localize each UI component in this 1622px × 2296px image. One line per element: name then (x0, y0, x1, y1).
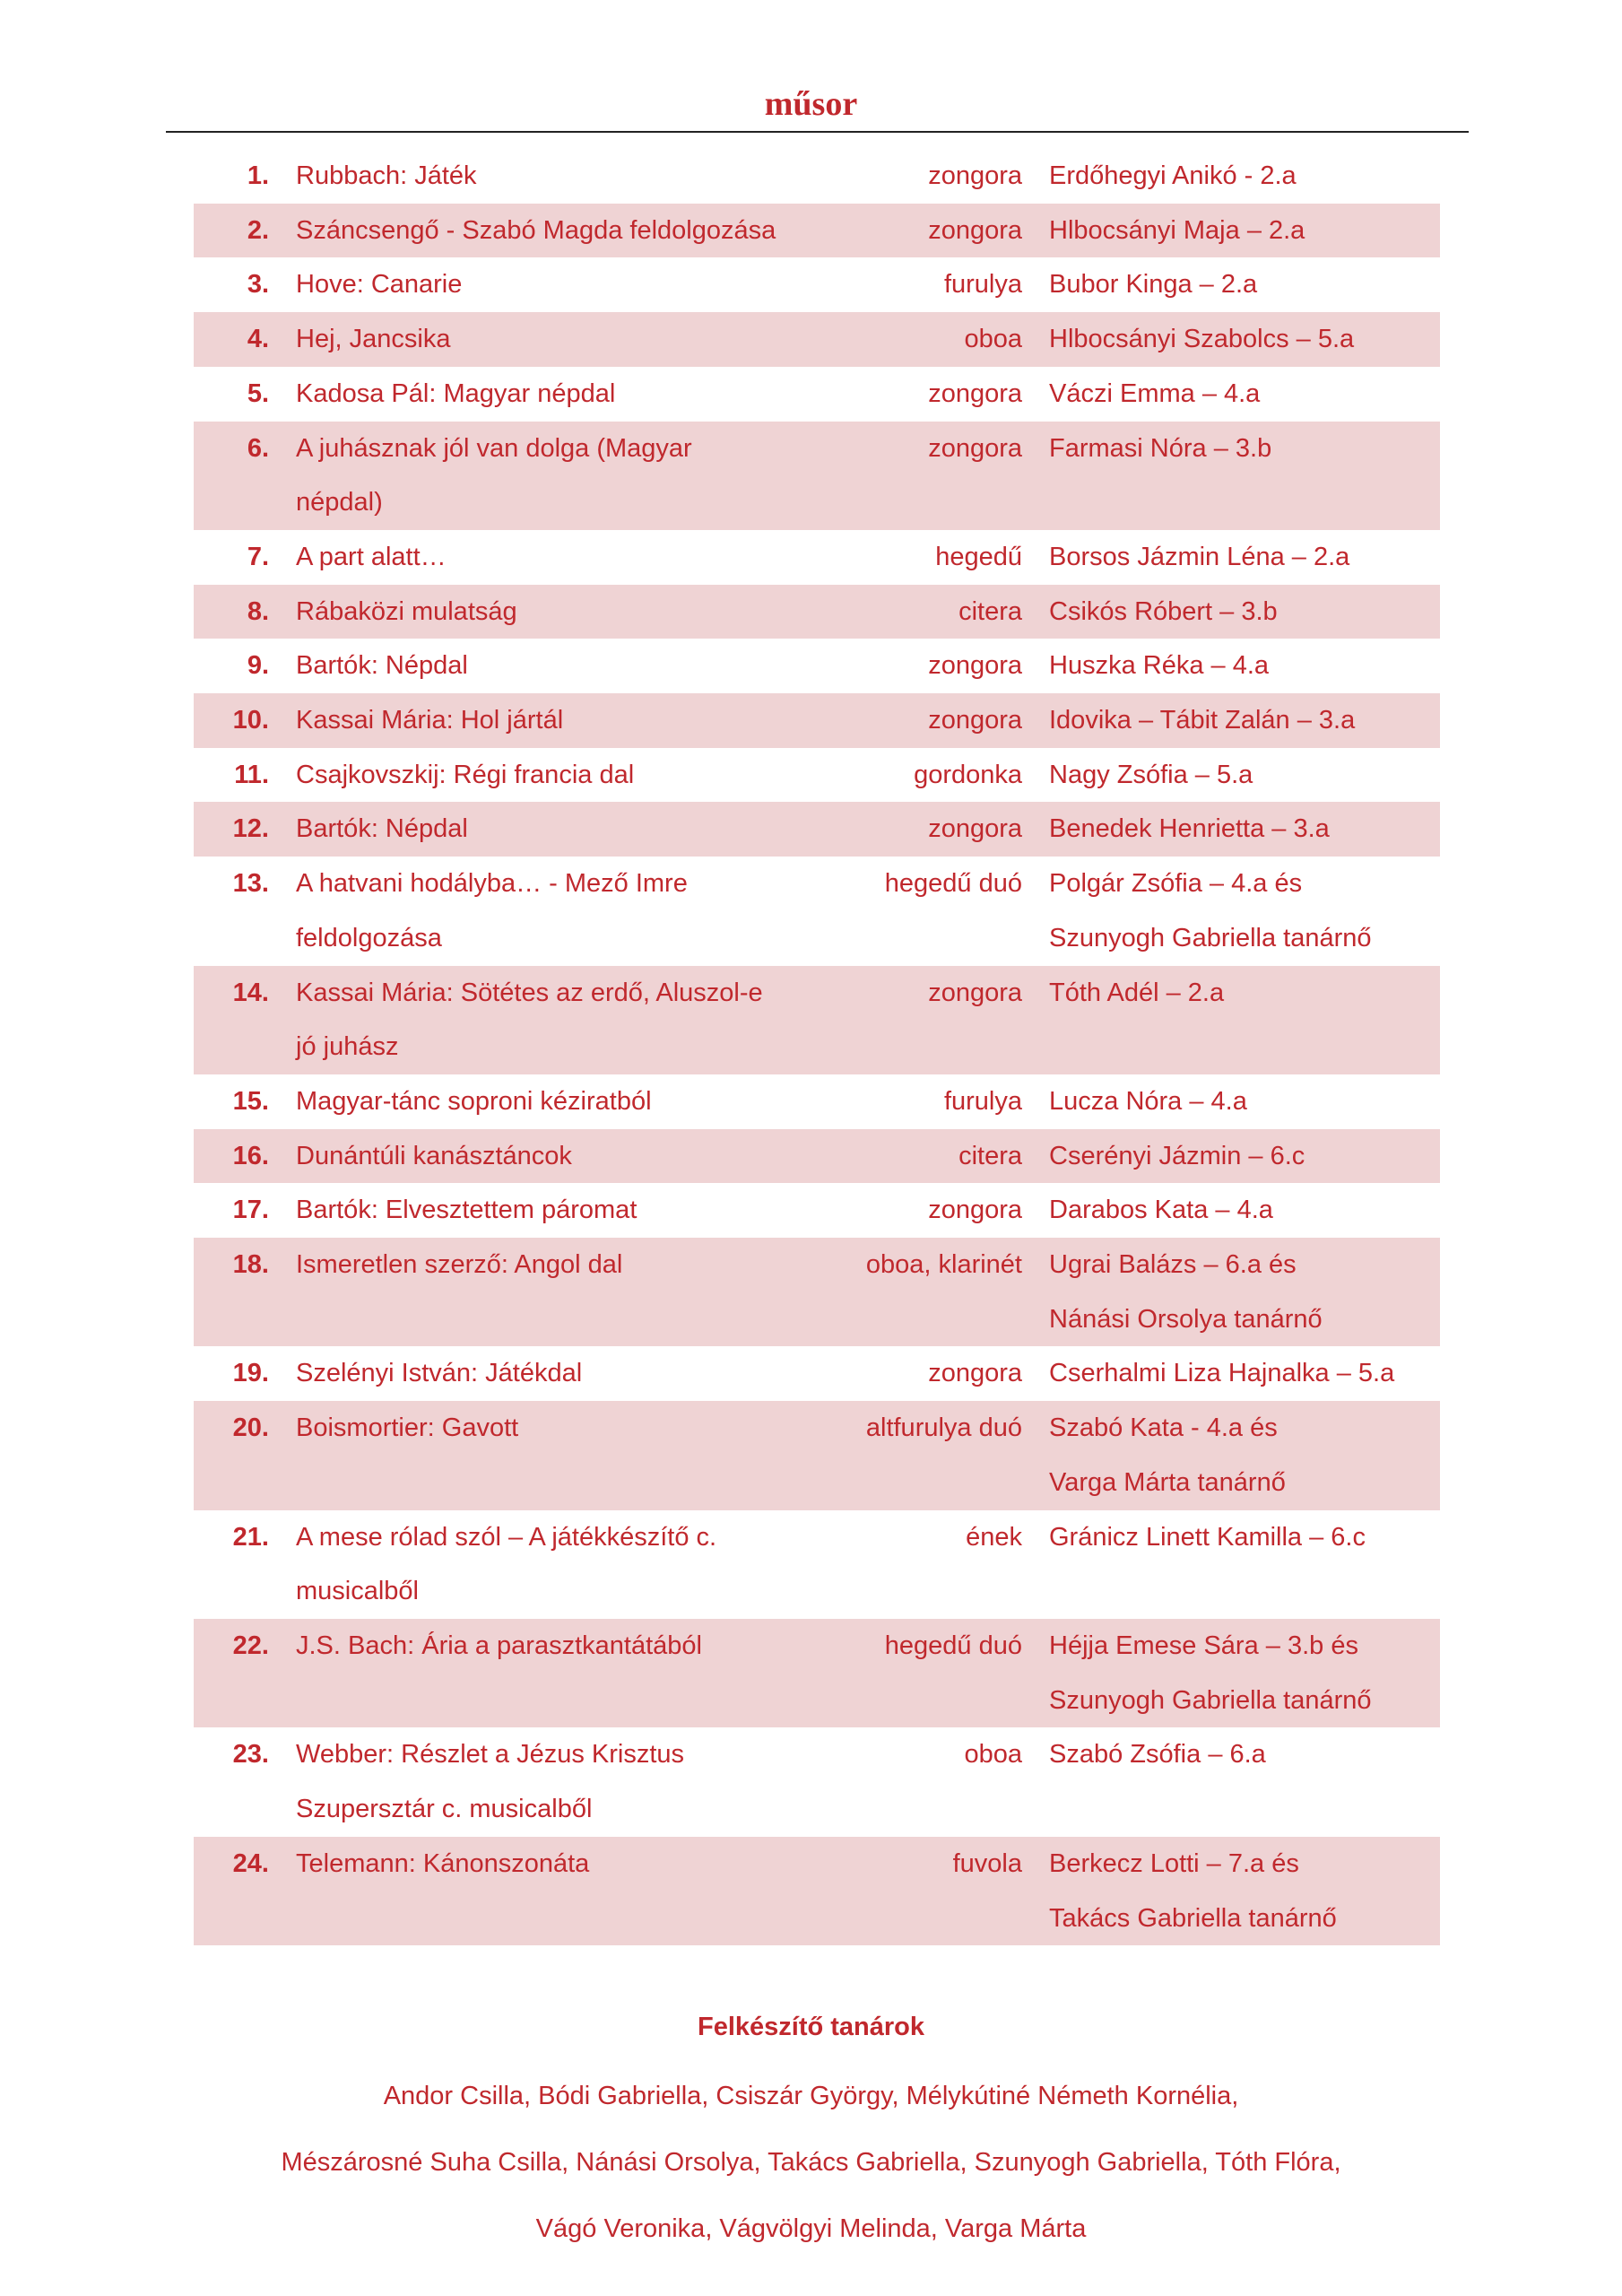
performer-line: Idovika – Tábit Zalán – 3.a (1049, 706, 1356, 735)
performer (1022, 857, 1440, 965)
teachers-line: Mészárosné Suha Csilla, Nánási Orsolya, Takács Gabriella, Szunyogh Gabriella, Tóth Flóra, (281, 2148, 1341, 2177)
piece-title (269, 1346, 807, 1401)
piece-title (269, 693, 807, 748)
program-table (194, 149, 1440, 1945)
performer-line: Benedek Henrietta – 3.a (1049, 814, 1330, 844)
performer-line: Gránicz Linett Kamilla – 6.c (1049, 1522, 1366, 1552)
piece-line: feldolgozása (296, 923, 442, 952)
performer-line: Bubor Kinga – 2.a (1049, 270, 1258, 300)
piece-line: Kassai Mária: Hol jártál (296, 706, 564, 735)
program-row (194, 1129, 1440, 1184)
row-number: 10. (232, 706, 269, 735)
performer (1022, 1346, 1440, 1401)
instrument: zongora (928, 978, 1022, 1007)
piece-title (269, 1129, 807, 1184)
program-row (194, 1619, 1440, 1727)
instrument: zongora (928, 651, 1022, 681)
instrument: zongora (928, 433, 1022, 463)
program-row (194, 1727, 1440, 1836)
piece-title (269, 802, 807, 857)
performer (1022, 257, 1440, 312)
instrument: hegedű duó (884, 869, 1022, 899)
instrument: fuvola (952, 1848, 1022, 1878)
performer-line: Darabos Kata – 4.a (1049, 1196, 1273, 1225)
piece-title (269, 1183, 807, 1238)
teachers-heading: Felkészítő tanárok (697, 2013, 925, 2041)
piece-line: Hej, Jancsika (296, 325, 451, 354)
row-number: 21. (232, 1522, 269, 1552)
performer (1022, 312, 1440, 367)
program-row (194, 1401, 1440, 1509)
performer (1022, 367, 1440, 422)
piece-title (269, 367, 807, 422)
performer-line: Szunyogh Gabriella tanárnő (1049, 1685, 1372, 1715)
piece-title (269, 748, 807, 803)
program-row (194, 802, 1440, 857)
piece-line: Magyar-tánc soproni kéziratból (296, 1086, 652, 1116)
instrument: oboa (964, 1740, 1022, 1770)
performer (1022, 639, 1440, 693)
program-row (194, 1346, 1440, 1401)
instrument: citera (958, 596, 1022, 626)
row-number: 15. (232, 1086, 269, 1116)
piece-line: A mese rólad szól – A játékkészítő c. (296, 1522, 717, 1552)
program-row (194, 312, 1440, 367)
performer-line: Cserényi Jázmin – 6.c (1049, 1141, 1305, 1170)
row-number: 20. (232, 1413, 269, 1443)
instrument: furulya (943, 1086, 1022, 1116)
performer-line: Hlbocsányi Maja – 2.a (1049, 215, 1305, 245)
piece-title (269, 966, 807, 1074)
program-row (194, 1238, 1440, 1346)
performer (1022, 1510, 1440, 1565)
piece-line: Webber: Részlet a Jézus Krisztus (296, 1740, 685, 1770)
performer-line: Varga Márta tanárnő (1049, 1467, 1286, 1497)
instrument: zongora (928, 378, 1022, 408)
row-number: 2. (247, 215, 269, 245)
performer (1022, 204, 1440, 258)
performer (1022, 802, 1440, 857)
teachers-line: Andor Csilla, Bódi Gabriella, Csiszár György, Mélykútiné Németh Kornélia, (383, 2082, 1239, 2110)
piece-line: Dunántúli kanásztáncok (296, 1141, 572, 1170)
performer (1022, 1401, 1440, 1509)
row-number: 9. (247, 651, 269, 681)
teachers-list (0, 2078, 1622, 2277)
instrument: furulya (943, 270, 1022, 300)
performer (1022, 422, 1440, 476)
piece-title (269, 1401, 807, 1456)
instrument: zongora (928, 814, 1022, 844)
row-number: 8. (247, 596, 269, 626)
piece-title (269, 1510, 807, 1619)
piece-title (269, 1074, 807, 1129)
performer-line: Erdőhegyi Anikó - 2.a (1049, 161, 1297, 190)
piece-line: Szelényi István: Játékdal (296, 1359, 583, 1388)
program-row (194, 257, 1440, 312)
piece-line: Rábaközi mulatság (296, 596, 517, 626)
row-number: 1. (247, 161, 269, 190)
piece-line: Rubbach: Játék (296, 161, 477, 190)
piece-title (269, 422, 807, 530)
piece-title (269, 312, 807, 367)
piece-line: J.S. Bach: Ária a parasztkantátából (296, 1631, 702, 1660)
performer-line: Polgár Zsófia – 4.a és (1049, 869, 1303, 899)
piece-line: jó juhász (296, 1032, 399, 1062)
program-row (194, 149, 1440, 204)
instrument: zongora (928, 161, 1022, 190)
row-number: 7. (247, 542, 269, 571)
performer (1022, 966, 1440, 1021)
row-number: 4. (247, 325, 269, 354)
piece-line: A hatvani hodályba… - Mező Imre (296, 869, 688, 899)
piece-title (269, 857, 807, 965)
piece-title (269, 257, 807, 312)
piece-line: Boismortier: Gavott (296, 1413, 519, 1443)
performer-line: Hlbocsányi Szabolcs – 5.a (1049, 325, 1355, 354)
instrument: zongora (928, 215, 1022, 245)
row-number: 6. (247, 433, 269, 463)
row-number: 12. (232, 814, 269, 844)
performer-line: Szunyogh Gabriella tanárnő (1049, 923, 1372, 952)
page-title: műsor (764, 85, 858, 123)
instrument: zongora (928, 706, 1022, 735)
performer-line: Tóth Adél – 2.a (1049, 978, 1225, 1007)
piece-title (269, 1727, 807, 1836)
performer-line: Huszka Réka – 4.a (1049, 651, 1270, 681)
teachers-line: Vágó Veronika, Vágvölgyi Melinda, Varga Márta (535, 2214, 1087, 2243)
performer-line: Lucza Nóra – 4.a (1049, 1086, 1247, 1116)
piece-line: A part alatt… (296, 542, 447, 571)
performer (1022, 585, 1440, 639)
program-row (194, 422, 1440, 530)
program-row (194, 204, 1440, 258)
performer-line: Héjja Emese Sára – 3.b és (1049, 1631, 1358, 1660)
program-row (194, 857, 1440, 965)
piece-title (269, 1238, 807, 1292)
piece-line: Száncsengő - Szabó Magda feldolgozása (296, 215, 776, 245)
instrument: oboa, klarinét (865, 1250, 1022, 1280)
program-row (194, 585, 1440, 639)
piece-line: Csajkovszkij: Régi francia dal (296, 760, 635, 789)
piece-line: népdal) (296, 488, 383, 517)
program-row (194, 639, 1440, 693)
piece-line: Hove: Canarie (296, 270, 463, 300)
piece-line: Bartók: Népdal (296, 814, 468, 844)
performer (1022, 530, 1440, 585)
piece-line: Szupersztár c. musicalből (296, 1795, 593, 1824)
program-row (194, 367, 1440, 422)
performer-line: Nánási Orsolya tanárnő (1049, 1304, 1323, 1334)
row-number: 24. (232, 1848, 269, 1878)
performer (1022, 1238, 1440, 1346)
performer-line: Cserhalmi Liza Hajnalka – 5.a (1049, 1359, 1395, 1388)
instrument: gordonka (914, 760, 1022, 789)
row-number: 18. (232, 1250, 269, 1280)
program-row (194, 1074, 1440, 1129)
piece-line: Bartók: Népdal (296, 651, 468, 681)
piece-line: musicalből (296, 1577, 419, 1606)
program-row (194, 530, 1440, 585)
row-number: 22. (232, 1631, 269, 1660)
instrument: zongora (928, 1196, 1022, 1225)
piece-line: Kadosa Pál: Magyar népdal (296, 378, 616, 408)
piece-title (269, 639, 807, 693)
piece-title (269, 1619, 807, 1674)
instrument: altfurulya duó (865, 1413, 1022, 1443)
instrument: hegedű duó (884, 1631, 1022, 1660)
piece-line: Ismeretlen szerző: Angol dal (296, 1250, 623, 1280)
performer-line: Borsos Jázmin Léna – 2.a (1049, 542, 1350, 571)
piece-line: A juhásznak jól van dolga (Magyar (296, 433, 692, 463)
program-row (194, 1183, 1440, 1238)
program-row (194, 1837, 1440, 1945)
performer-line: Berkecz Lotti – 7.a és (1049, 1848, 1299, 1878)
performer-line: Nagy Zsófia – 5.a (1049, 760, 1253, 789)
instrument: citera (958, 1141, 1022, 1170)
instrument: ének (966, 1522, 1022, 1552)
piece-line: Kassai Mária: Sötétes az erdő, Aluszol-e (296, 978, 763, 1007)
piece-title (269, 530, 807, 585)
performer (1022, 1183, 1440, 1238)
performer-line: Farmasi Nóra – 3.b (1049, 433, 1272, 463)
program-row (194, 966, 1440, 1074)
program-row (194, 1510, 1440, 1619)
performer (1022, 1727, 1440, 1782)
row-number: 13. (232, 869, 269, 899)
row-number: 5. (247, 378, 269, 408)
title-divider (166, 131, 1469, 133)
performer (1022, 1129, 1440, 1184)
instrument: hegedű (935, 542, 1022, 571)
instrument: zongora (928, 1359, 1022, 1388)
row-number: 16. (232, 1141, 269, 1170)
row-number: 11. (234, 760, 269, 789)
performer (1022, 1837, 1440, 1945)
row-number: 3. (247, 270, 269, 300)
piece-title (269, 585, 807, 639)
program-row (194, 748, 1440, 803)
performer-line: Váczi Emma – 4.a (1049, 378, 1261, 408)
piece-line: Bartók: Elvesztettem páromat (296, 1196, 638, 1225)
row-number: 14. (232, 978, 269, 1007)
piece-title (269, 149, 807, 204)
row-number: 19. (232, 1359, 269, 1388)
instrument: oboa (964, 325, 1022, 354)
performer (1022, 149, 1440, 204)
performer-line: Takács Gabriella tanárnő (1049, 1903, 1337, 1933)
performer-line: Szabó Kata - 4.a és (1049, 1413, 1278, 1443)
performer (1022, 693, 1440, 748)
row-number: 17. (232, 1196, 269, 1225)
program-row (194, 693, 1440, 748)
performer (1022, 1619, 1440, 1727)
performer (1022, 748, 1440, 803)
row-number: 23. (232, 1740, 269, 1770)
piece-title (269, 1837, 807, 1892)
performer (1022, 1074, 1440, 1129)
performer-line: Szabó Zsófia – 6.a (1049, 1740, 1266, 1770)
performer-line: Csikós Róbert – 3.b (1049, 596, 1278, 626)
piece-title (269, 204, 807, 258)
performer-line: Ugrai Balázs – 6.a és (1049, 1250, 1297, 1280)
piece-line: Telemann: Kánonszonáta (296, 1848, 590, 1878)
